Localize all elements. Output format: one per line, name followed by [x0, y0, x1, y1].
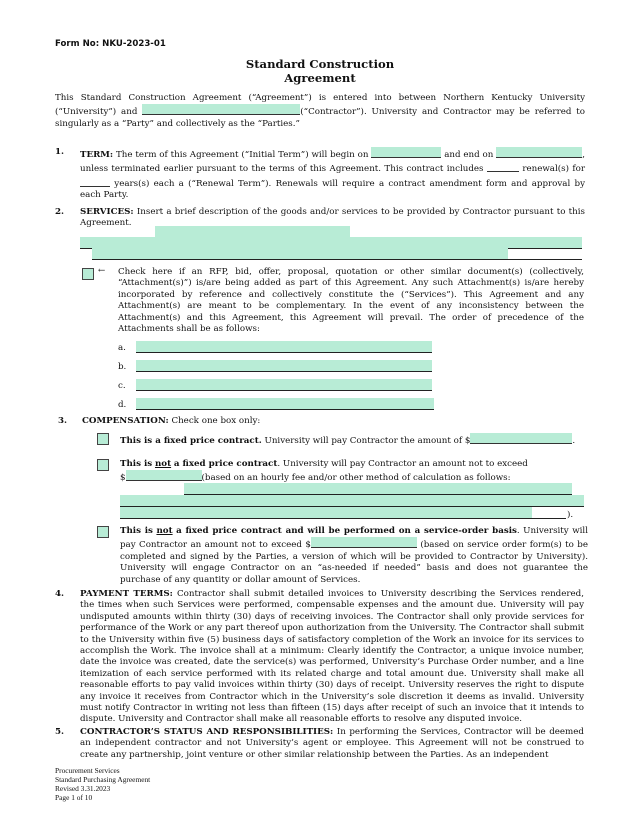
footer-page-number: Page 1 of 10: [55, 793, 93, 802]
term-text-3: ,: [582, 150, 586, 160]
start-date-field[interactable]: [371, 147, 441, 158]
calculation-method-line-3[interactable]: [120, 507, 532, 519]
opt2-bold-b: a fixed price contract: [173, 459, 278, 469]
section-4-number: 4.: [55, 589, 65, 599]
calculation-method-line-1[interactable]: [184, 483, 572, 495]
section-4-payment-terms: [80, 589, 584, 726]
section-4-heading: PAYMENT TERMS:: [80, 589, 173, 599]
footer-agreement-name: Standard Purchasing Agreement: [55, 775, 151, 784]
contractor-status-text: In performing the Services, Contractor will be deemed an independent contractor and not University’s agent or employee. This Agreement will not be construed to create any partnership, joint venture or other similar relationship between the Parties. As an independent: [80, 727, 584, 760]
term-text-4: unless terminated earlier pursuant to the terms of this Agreement. This contract includes: [80, 164, 484, 175]
term-text-2: and end on: [444, 150, 494, 160]
renewals-count-field[interactable]: [487, 161, 519, 172]
section-2-heading: SERVICES:: [80, 207, 134, 217]
fixed-price-text: University will pay Contractor the amount of $: [264, 436, 471, 446]
section-1-heading: TERM:: [80, 150, 114, 160]
opt3-bold-b: a fixed price contract and will be performed on a service-order basis: [176, 526, 517, 536]
fixed-price-option: [120, 433, 586, 447]
opt2-text: . University will pay Contractor an amount not to exceed: [277, 459, 528, 469]
form-number: Form No: NKU-2023-01: [55, 39, 166, 49]
document-title-line1: Standard Construction: [245, 57, 395, 71]
term-text-7: years(s) each a (“Renewal Term”). Renewals will require a contract amendment form and approval by each Party.: [80, 178, 585, 201]
term-text-6: for: [572, 164, 586, 175]
contractor-name-field[interactable]: [142, 104, 300, 115]
attachment-text: Check here if an RFP, bid, offer, proposal, quotation or other similar document(s) (collectively, “Attachment(s)”) is/are being added as part of this Agreement. Any such Attachment(s) is/are hereby incorporated by reference and collectively constitute the (“Services”). This Agreement and any Attachment(s) are meant to be complementary. In the event of any inconsistency between the Attachment(s) and this Agreement, this Agreement will prevail. The order of precedence of the Attachments shall be as follows:: [118, 267, 584, 335]
arrow-left-icon: ←: [98, 266, 106, 276]
attachment-item-field-b[interactable]: [136, 360, 432, 372]
service-order-checkbox[interactable]: [97, 526, 109, 538]
opt3-not: not: [156, 526, 173, 536]
opt3-text-2: (based on service order form(s) to be completed and signed by the Parties, a version of which will be provided to Contractor by University). University will engage Contractor on an “as-needed if needed” basis and does not guarantee the purchase of any quantity or dollar amount of Services.: [120, 540, 589, 585]
intro-paragraph: [55, 93, 585, 130]
attachment-item-label-a: a.: [118, 343, 126, 353]
attachment-checkbox[interactable]: [82, 268, 94, 280]
section-3-compensation: [82, 416, 582, 427]
document-title-line2: Agreement: [284, 71, 356, 85]
service-order-option: [120, 526, 588, 586]
calculation-method-line-3b: [532, 507, 566, 519]
opt2-paren: (based on an hourly fee and/or other method of calculation as follows:: [201, 473, 511, 484]
footer-department: Procurement Services: [55, 766, 120, 775]
payment-terms-text: Contractor shall submit detailed invoices to University describing the Services rendered, the times when such Services were performed, compensable expenses and the amount due. University will pay undisputed amounts within thirty (30) days of receiving invoices. The Contractor shall only provide services for performance of the Work or any part thereof upon authorization from the University. The Contractor shall submit to the University within five (5) business days of satisfactory completion of the Work an invoice for its services to accomplish the Work. The invoice shall at a minimum: Clearly identify the Contractor, a unique invoice number, date the invoice was created, date the service(s) was performed, University’s Purchase Order number, and a line itemization of each service performed with its related charge and total amount due. University shall make all reasonable efforts to pay valid invoices within thirty (30) days of receipt. University reserves the right to dispute any invoice it receives from Contractor which in the University’s sole discretion it deems as invalid. University must notify Contractor in writing not less than fifteen (15) days after receipt of such an invoice that it intends to dispute. University and Contractor shall make all reasonable efforts to resolve any disputed invoice.: [80, 589, 585, 725]
compensation-instruction: Check one box only:: [171, 416, 261, 426]
end-date-field[interactable]: [496, 147, 582, 158]
footer-revision: Revised 3.31.2023: [55, 784, 111, 793]
fixed-price-end: .: [572, 436, 576, 446]
attachment-item-field-a[interactable]: [136, 341, 432, 353]
calculation-method-line-2[interactable]: [120, 495, 584, 507]
intro-text-1: This Standard Construction Agreement (“Agreement”) is entered into between Northern Kentucky University (“University”) and: [55, 93, 585, 118]
section-1-term: [80, 147, 585, 202]
services-text: Insert a brief description of the goods and/or services to be provided by Contractor pursuant to this Agreement.: [80, 207, 585, 229]
opt2-not: not: [154, 459, 172, 469]
fixed-price-bold: This is a fixed price contract.: [120, 436, 262, 446]
section-3-heading: COMPENSATION:: [82, 416, 169, 426]
services-description-line-3b: [508, 248, 582, 260]
attachment-item-label-c: c.: [118, 381, 126, 391]
service-order-amount-field[interactable]: [311, 537, 417, 548]
fixed-price-amount-field[interactable]: [470, 433, 572, 444]
term-text-1: The term of this Agreement (“Initial Term”) will begin on: [116, 150, 369, 160]
section-5-number: 5.: [55, 727, 65, 737]
section-5-heading: CONTRACTOR’S STATUS AND RESPONSIBILITIES:: [80, 727, 334, 737]
term-text-5: renewal(s): [522, 164, 569, 175]
intro-text-2: (“Contractor”). University and Contractor may be referred to singularly as a “Party” and collectively as the “Parties.”: [55, 107, 585, 129]
fixed-price-checkbox[interactable]: [97, 433, 109, 445]
section-5-contractor-status: [80, 727, 584, 761]
section-3-number: 3.: [58, 416, 68, 426]
attachment-item-label-b: b.: [118, 362, 127, 372]
not-to-exceed-checkbox[interactable]: [97, 459, 109, 471]
renewal-years-field[interactable]: [80, 176, 110, 187]
opt2-bold-a: This is: [120, 459, 153, 469]
section-2-number: 2.: [55, 207, 65, 217]
section-1-number: 1.: [55, 147, 65, 157]
not-to-exceed-option: [120, 459, 586, 485]
not-to-exceed-amount-field[interactable]: [126, 470, 202, 481]
attachment-item-label-d: d.: [118, 400, 127, 410]
opt2-close: ).: [567, 510, 574, 520]
opt3-bold-a: This is: [120, 526, 153, 536]
opt2-dollar: $: [120, 473, 126, 484]
attachment-item-field-c[interactable]: [136, 379, 432, 391]
services-description-line-3[interactable]: [92, 248, 508, 260]
opt3-text-1: . University will pay Contractor an amount not to exceed $: [120, 526, 588, 551]
attachment-item-field-d[interactable]: [136, 398, 434, 410]
